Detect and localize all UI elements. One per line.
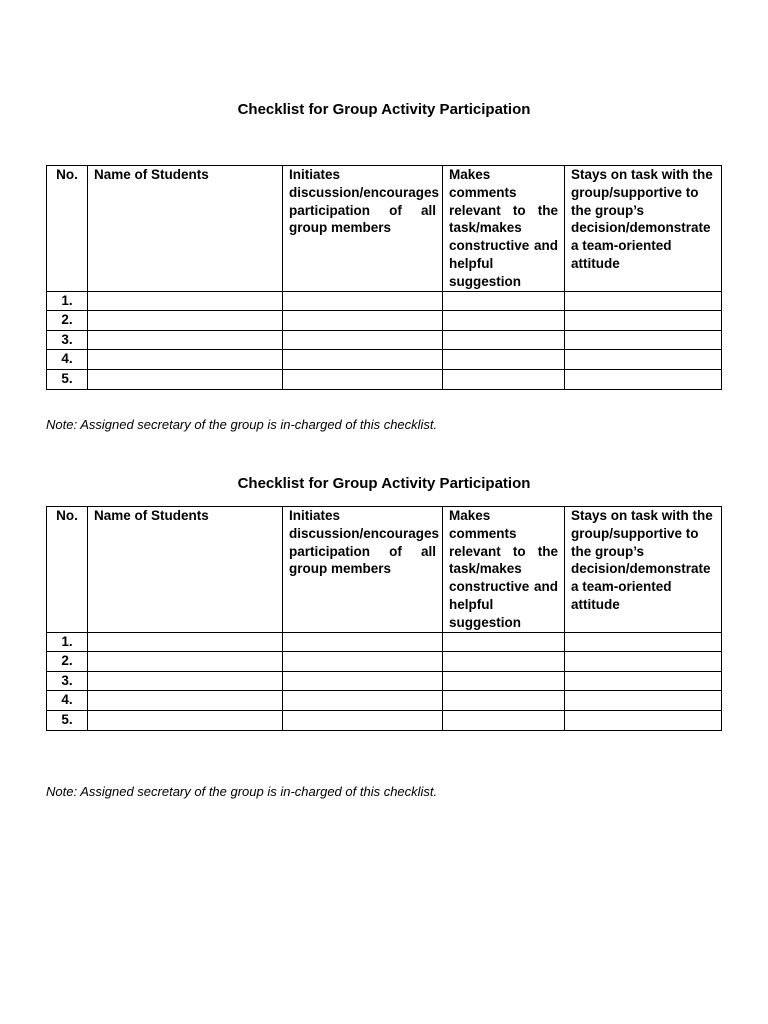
student-name-cell[interactable] [88,291,283,311]
row-number: 5. [47,369,88,389]
row-number: 3. [47,671,88,691]
stays-on-task-cell[interactable] [565,311,722,331]
makes-comments-cell[interactable] [443,311,565,331]
initiates-cell[interactable] [283,350,443,370]
header-makes-comments: Makes comments relevant to the task/makes constructive and helpful suggestion [443,507,565,633]
student-name-cell[interactable] [88,350,283,370]
stays-on-task-cell[interactable] [565,291,722,311]
initiates-cell[interactable] [283,671,443,691]
initiates-cell[interactable] [283,311,443,331]
initiates-cell[interactable] [283,330,443,350]
makes-comments-cell[interactable] [443,632,565,652]
initiates-cell[interactable] [283,632,443,652]
table-row [47,691,722,711]
student-name-cell[interactable] [88,632,283,652]
initiates-cell[interactable] [283,691,443,711]
makes-comments-cell[interactable] [443,710,565,730]
table-row [47,311,722,331]
header-name-of-students: Name of Students [88,507,283,633]
makes-comments-cell[interactable] [443,671,565,691]
initiates-cell[interactable] [283,652,443,672]
initiates-cell[interactable] [283,710,443,730]
header-no: No. [47,166,88,292]
header-makes-comments: Makes comments relevant to the task/makes constructive and helpful suggestion [443,166,565,292]
checklist-title: Checklist for Group Activity Participation [237,475,531,492]
makes-comments-cell[interactable] [443,652,565,672]
row-number: 2. [47,311,88,331]
student-name-cell[interactable] [88,369,283,389]
header-initiates-discussion: Initiates discussion/encourages participation of all group members [283,166,443,292]
stays-on-task-cell[interactable] [565,369,722,389]
row-number: 1. [47,632,88,652]
header-no: No. [47,507,88,633]
row-number: 2. [47,652,88,672]
row-number: 4. [47,350,88,370]
row-number: 1. [47,291,88,311]
table-header-row [47,166,722,292]
table-row [47,350,722,370]
row-number: 4. [47,691,88,711]
table-row [47,632,722,652]
row-number: 3. [47,330,88,350]
student-name-cell[interactable] [88,671,283,691]
table-row [47,369,722,389]
header-initiates-discussion: Initiates discussion/encourages participation of all group members [283,507,443,633]
stays-on-task-cell[interactable] [565,652,722,672]
initiates-cell[interactable] [283,369,443,389]
row-number: 5. [47,710,88,730]
table-row [47,652,722,672]
initiates-cell[interactable] [283,291,443,311]
makes-comments-cell[interactable] [443,369,565,389]
header-stays-on-task: Stays on task with the group/supportive to the group’s decision/demonstrate a team-oriented attitude [565,166,722,292]
student-name-cell[interactable] [88,330,283,350]
stays-on-task-cell[interactable] [565,632,722,652]
makes-comments-cell[interactable] [443,291,565,311]
table-row [47,291,722,311]
stays-on-task-cell[interactable] [565,330,722,350]
header-name-of-students: Name of Students [88,166,283,292]
checklist-note: Note: Assigned secretary of the group is in-charged of this checklist. [46,784,438,799]
table-row [47,330,722,350]
student-name-cell[interactable] [88,710,283,730]
participation-checklist-table [46,165,722,390]
student-name-cell[interactable] [88,652,283,672]
stays-on-task-cell[interactable] [565,710,722,730]
table-header-row [47,507,722,633]
makes-comments-cell[interactable] [443,691,565,711]
makes-comments-cell[interactable] [443,330,565,350]
table-row [47,671,722,691]
checklist-note: Note: Assigned secretary of the group is in-charged of this checklist. [46,417,438,432]
stays-on-task-cell[interactable] [565,691,722,711]
header-stays-on-task: Stays on task with the group/supportive to the group’s decision/demonstrate a team-oriented attitude [565,507,722,633]
stays-on-task-cell[interactable] [565,350,722,370]
participation-checklist-table [46,506,722,731]
checklist-title: Checklist for Group Activity Participation [237,101,531,118]
table-row [47,710,722,730]
makes-comments-cell[interactable] [443,350,565,370]
student-name-cell[interactable] [88,691,283,711]
stays-on-task-cell[interactable] [565,671,722,691]
student-name-cell[interactable] [88,311,283,331]
